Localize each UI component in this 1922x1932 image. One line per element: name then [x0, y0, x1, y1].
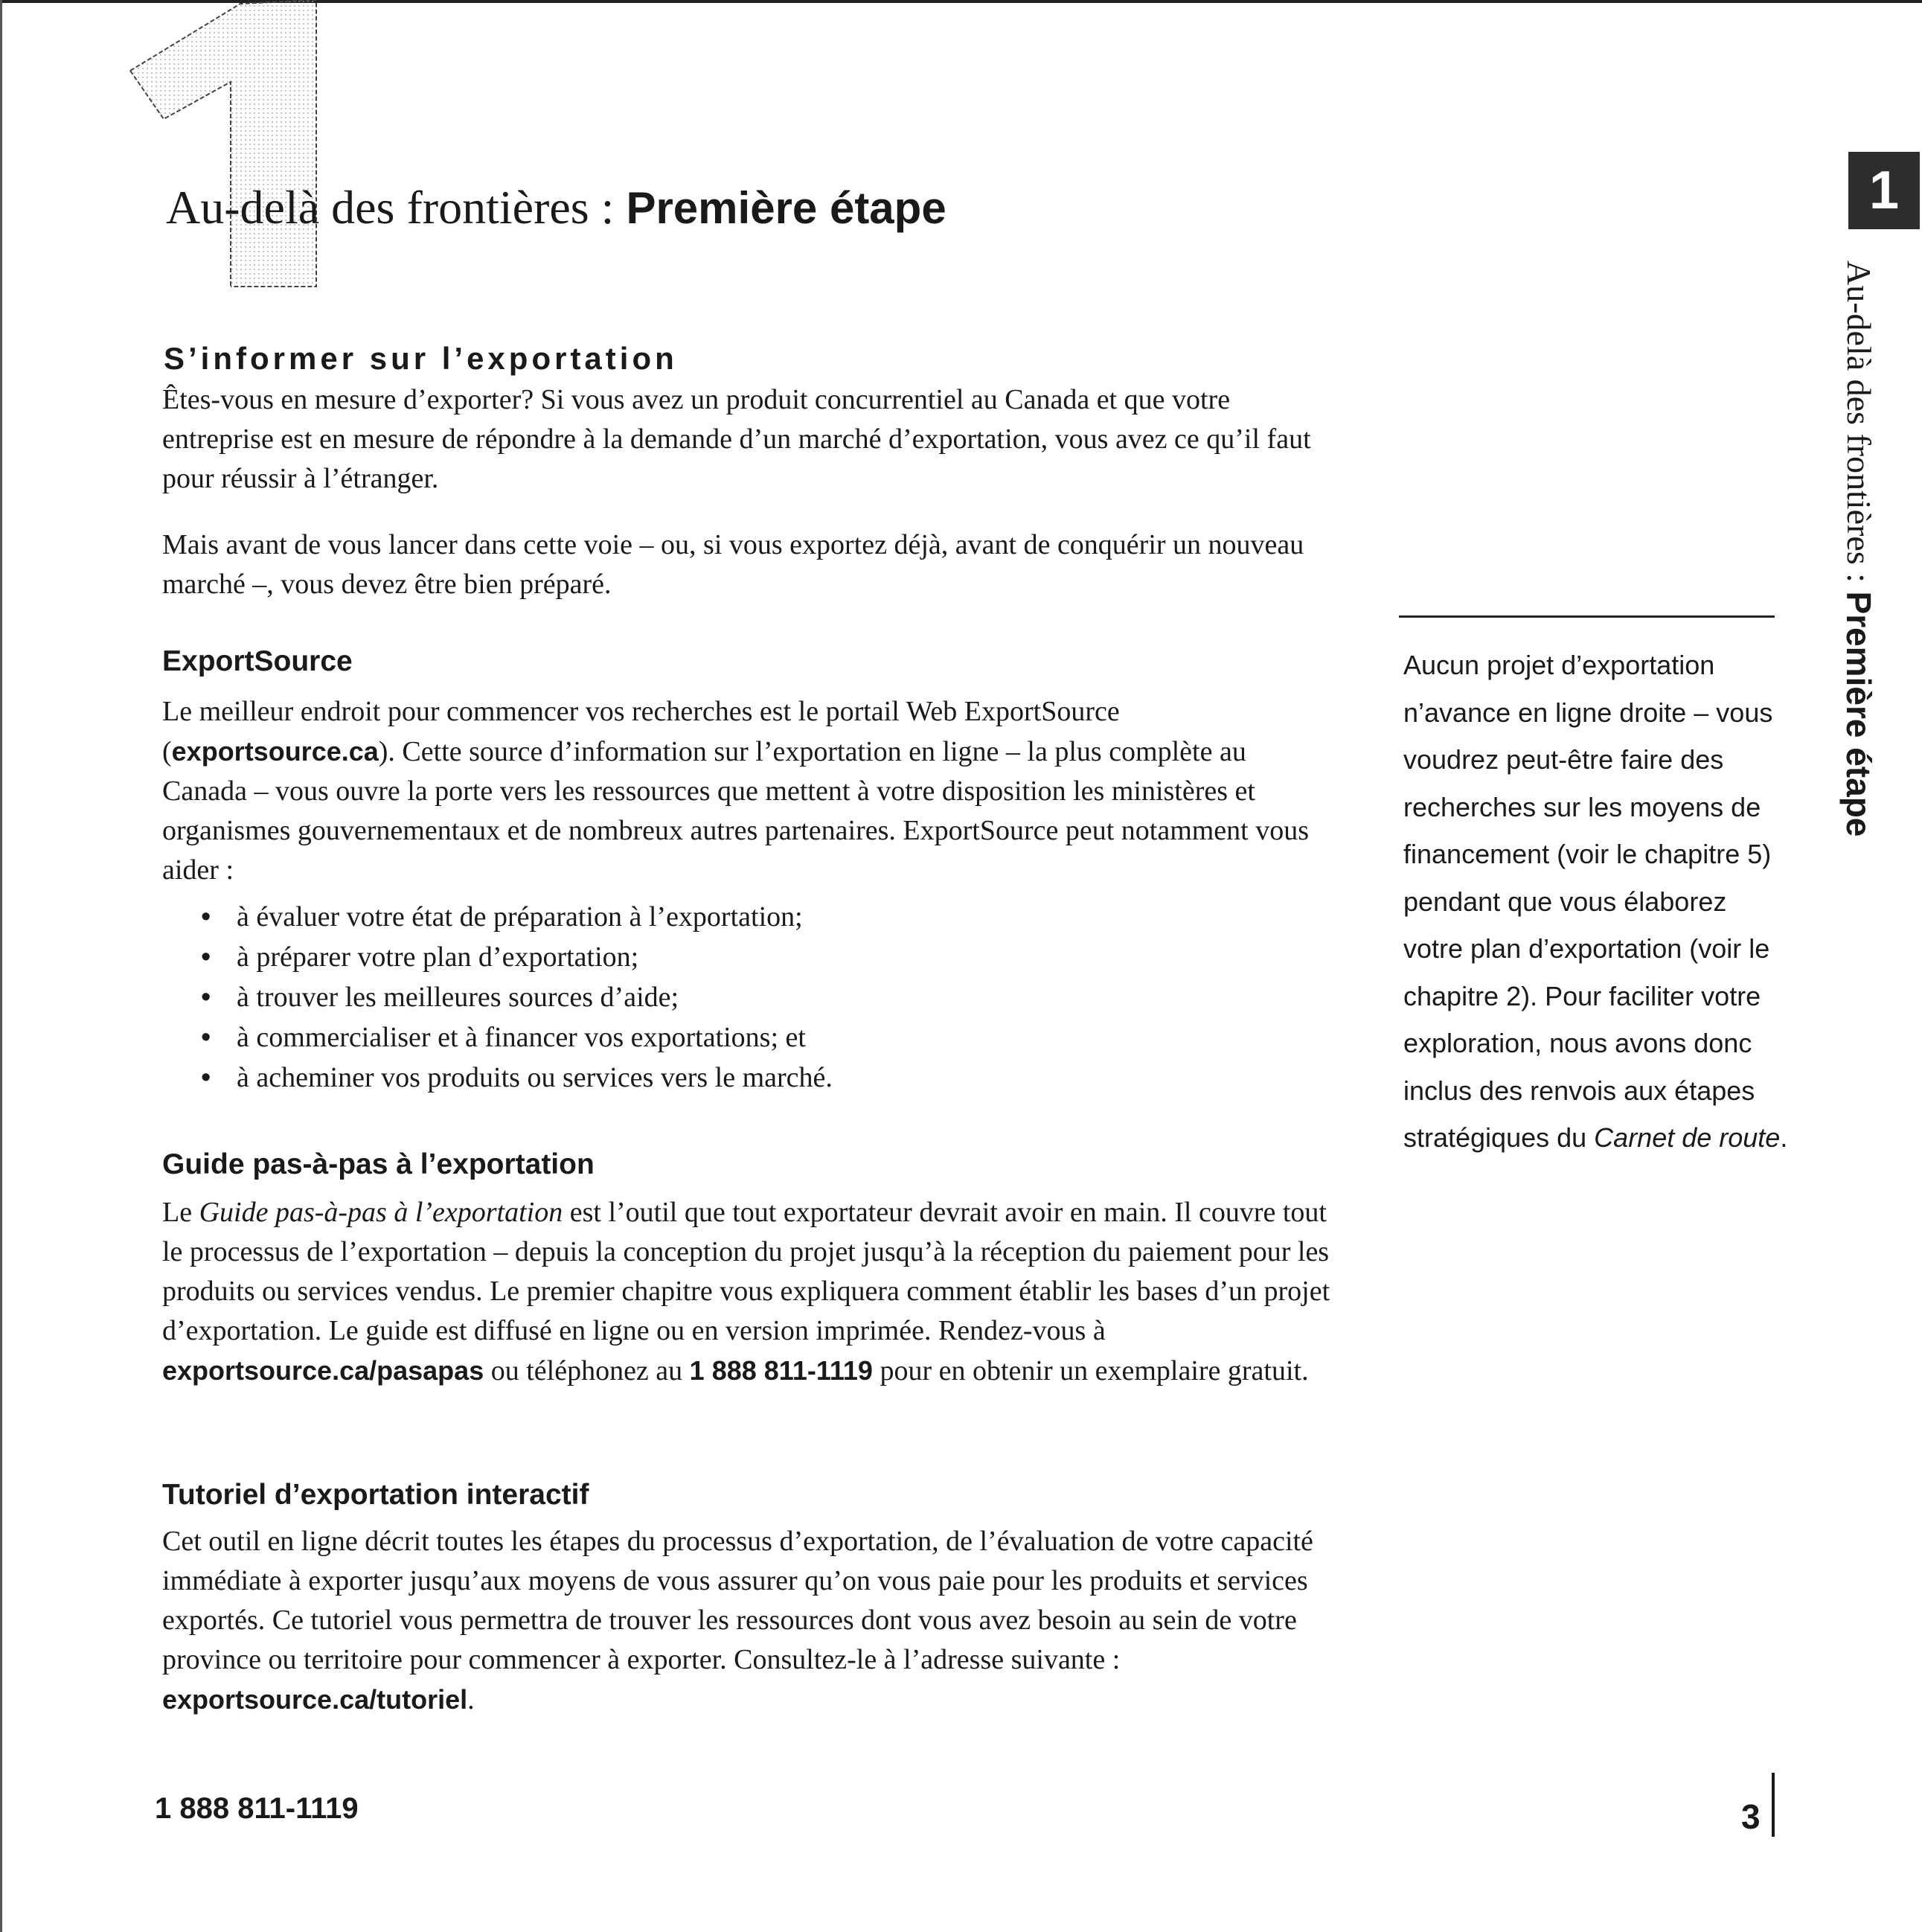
title-regular: Au-delà des frontières :	[166, 181, 615, 234]
guide-text-3: ou téléphonez au	[484, 1355, 690, 1386]
section-heading-informer: S’informer sur l’exportation	[164, 341, 678, 376]
page-number-bar	[1772, 1773, 1775, 1837]
title-bold: Première étape	[626, 183, 946, 233]
intro-paragraph-2: Mais avant de vous lancer dans cette voie – ou, si vous exportez déjà, avant de conquérir un nouveau marché –, vous devez être bien préparé.	[162, 529, 1304, 600]
chapter-tab: 1	[1848, 152, 1920, 229]
page-left-edge	[0, 0, 2, 1932]
page-title	[166, 180, 946, 235]
list-item: • à évaluer votre état de préparation à l’exportation;	[193, 897, 833, 937]
guide-title-italic: Guide pas-à-pas à l’exportation	[199, 1197, 563, 1228]
list-item: • à acheminer vos produits ou services vers le marché.	[193, 1058, 833, 1098]
sidebar-rule	[1399, 615, 1775, 618]
list-item: • à commercialiser et à financer vos exportations; et	[193, 1017, 833, 1058]
guide-phone: 1 888 811-1119	[689, 1355, 873, 1386]
exportsource-paragraph	[162, 692, 1334, 890]
side-label-regular: Au-delà des frontières :	[1840, 260, 1878, 583]
exportsource-link[interactable]: exportsource.ca	[171, 736, 379, 767]
heading-tutorial: Tutoriel d’exportation interactif	[162, 1479, 589, 1511]
page-number: 3	[1741, 1797, 1761, 1836]
sidebar-note-italic: Carnet de route	[1594, 1122, 1781, 1153]
list-item: • à trouver les meilleures sources d’aide;	[193, 977, 833, 1017]
side-label-bold: Première étape	[1839, 591, 1878, 837]
guide-paragraph	[162, 1193, 1334, 1391]
heading-guide: Guide pas-à-pas à l’exportation	[162, 1148, 595, 1180]
footer-phone: 1 888 811-1119	[155, 1792, 359, 1825]
guide-text-4: pour en obtenir un exemplaire gratuit.	[872, 1355, 1309, 1386]
tutorial-link[interactable]: exportsource.ca/tutoriel	[162, 1684, 468, 1715]
chapter-number-graphic	[119, 0, 342, 298]
exportsource-text-b: ). Cette source d’information sur l’exportation en ligne – la plus complète au Canada – vous ouvre la porte vers les ressources que mettent à votre disposition les ministères et organismes gouvernementaux et de nombreux autres partenaires. ExportSource peut notamment vous aider :	[162, 736, 1310, 886]
sidebar-note	[1403, 642, 1790, 1162]
intro-paragraph-1: Êtes-vous en mesure d’exporter? Si vous avez un produit concurrentiel au Canada et que votre entreprise est en mesure de répondre à la demande d’un marché d’exportation, vous avez ce qu’il faut pour réussir à l’étranger.	[162, 384, 1311, 494]
guide-link[interactable]: exportsource.ca/pasapas	[162, 1355, 484, 1386]
exportsource-bullet-list	[193, 897, 833, 1098]
exportsource-text-a: Le meilleur endroit pour commencer vos recherches est le portail Web ExportSource (	[162, 696, 1120, 767]
tutorial-text-1: Cet outil en ligne décrit toutes les étapes du processus d’exportation, de l’évaluation de votre capacité immédiate à exporter jusqu’aux moyens de vous assurer qu’on vous paie pour les produits et services exportés. Ce tutoriel vous permettra de trouver les ressources dont vous avez besoin au sein de votre province ou territoire pour commencer à exporter. Consultez-le à l’adresse suivante :	[162, 1526, 1313, 1675]
chapter-side-label	[1827, 260, 1879, 837]
list-item: • à préparer votre plan d’exportation;	[193, 937, 833, 977]
heading-exportsource: ExportSource	[162, 645, 353, 677]
sidebar-note-text-2: .	[1780, 1122, 1788, 1153]
tutorial-text-2: .	[467, 1684, 475, 1715]
guide-text-2: est l’outil que tout exportateur devrait avoir en main. Il couvre tout le processus de l’exportation – depuis la conception du projet jusqu’à la réception du paiement pour les produits ou services vendus. Le premier chapitre vous expliquera comment établir les bases d’un projet d’exportation. Le guide est diffusé en ligne ou en version imprimée. Rendez-vous à	[162, 1197, 1330, 1346]
sidebar-note-text-1: Aucun projet d’exportation n’avance en ligne droite – vous voudrez peut-être faire des recherches sur les moyens de financement (voir le chapitre 5) pendant que vous élaborez votre plan d’exportation (voir le chapitre 2). Pour faciliter votre exploration, nous avons donc inclus des renvois aux étapes stratégiques du	[1403, 650, 1773, 1153]
tutorial-paragraph	[162, 1522, 1334, 1720]
guide-text-1: Le	[162, 1197, 199, 1228]
